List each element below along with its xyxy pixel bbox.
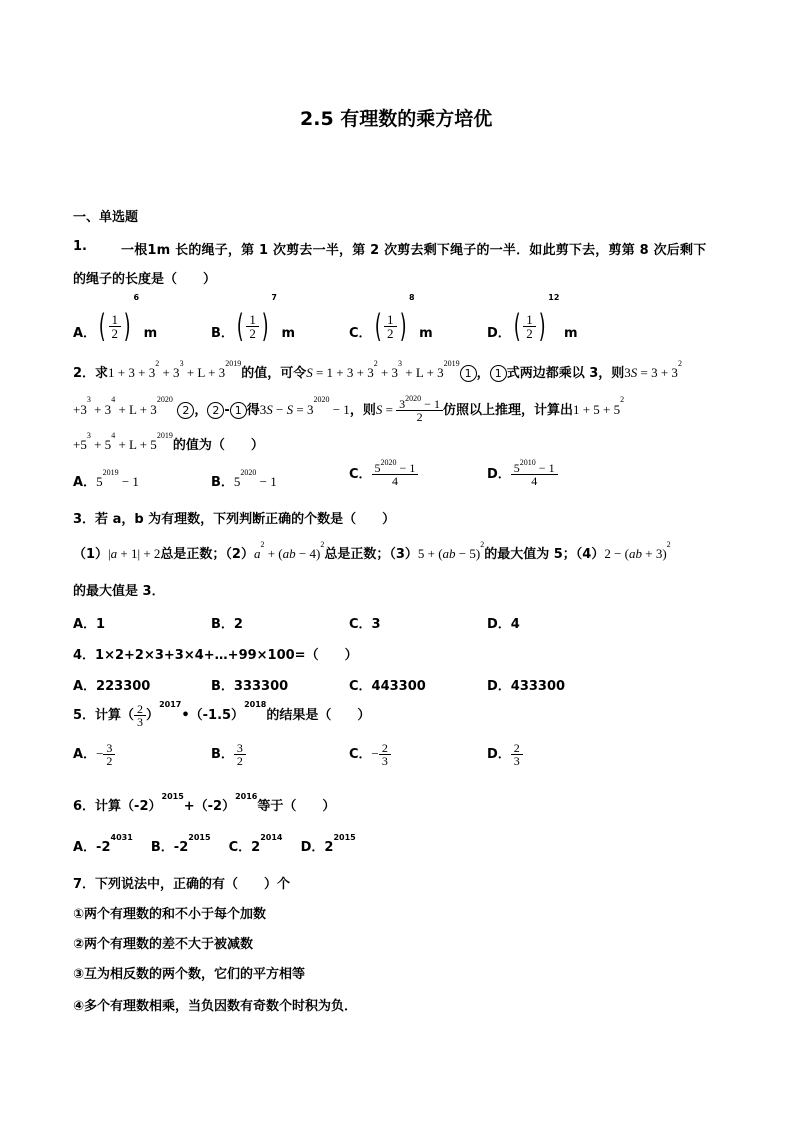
q2-text: 仿照以上推理，计算出 bbox=[442, 403, 573, 418]
q3-stem: 3．若 a，b 为有理数，下列判断正确的个数是（ ） bbox=[73, 512, 396, 527]
q2-line3: $+5^3 + 5^4 + L + 5^{2019}$的值为（ ） bbox=[73, 431, 264, 453]
circled-one-icon: 1 bbox=[230, 402, 247, 419]
q6-option-a[interactable]: A．$-2^{4031}$ bbox=[73, 833, 133, 855]
q7-item: ④多个有理数相乘，当负因数有奇数个时积为负． bbox=[73, 999, 358, 1014]
q5-option-c[interactable]: C．− $\frac{2}{3}$ bbox=[349, 742, 391, 767]
circled-four-icon: ④ bbox=[73, 999, 85, 1014]
q6-text: +（-2） bbox=[183, 799, 236, 814]
exponent: 12 bbox=[548, 293, 560, 302]
q5-text: •（-1.5） bbox=[181, 708, 245, 723]
option-label: B． bbox=[211, 326, 234, 341]
option-label: C． bbox=[349, 467, 372, 482]
q2-text: ，则 bbox=[349, 403, 376, 418]
exponent: 2016 bbox=[235, 792, 258, 801]
q5-stem: 5．计算（ $\frac{2}{3}$ ）$^{2017}•(-1.5)^{2018}$的结果是（ ） bbox=[73, 700, 371, 729]
q4-option-c[interactable]: C．443300 bbox=[349, 679, 426, 694]
unit: m bbox=[143, 326, 158, 341]
exponent: 7 bbox=[271, 293, 277, 302]
exponent: 8 bbox=[409, 293, 415, 302]
exponent: 2017 bbox=[159, 700, 182, 709]
q4-option-a[interactable]: A．223300 bbox=[73, 679, 151, 694]
q1-option-b[interactable]: B． ( $\frac{1}{2}$ ) $^7$ m bbox=[211, 293, 296, 345]
option-label: A． bbox=[73, 475, 97, 490]
q5-option-b[interactable]: B． $\frac{3}{2}$ bbox=[211, 742, 246, 767]
q1-line2: 的绳子的长度是（ ） bbox=[73, 272, 217, 287]
q5-text: 的结果是（ ） bbox=[266, 708, 371, 723]
option-label: C． bbox=[349, 747, 372, 762]
q2-text: 的值，可令 bbox=[241, 366, 307, 381]
q3-text: 总是正数；（3） bbox=[324, 547, 418, 562]
circled-one-icon: 1 bbox=[490, 365, 507, 382]
exponent: 6 bbox=[133, 293, 140, 302]
q6-stem bbox=[73, 792, 336, 814]
q1-number: 1. bbox=[73, 239, 87, 254]
unit: m bbox=[281, 326, 296, 341]
q7-item: ③互为相反数的两个数，它们的平方相等 bbox=[73, 967, 306, 982]
circled-two-icon: 2 bbox=[177, 402, 194, 419]
q3-text: 总是正数；（2） bbox=[160, 547, 254, 562]
q7-item: ①两个有理数的和不小于每个加数 bbox=[73, 907, 267, 922]
q2-line2: $+3^3 + 3^4 + L + 3^{2020}$ 2 ， 2 - 1 得$3S - S = 3^{2020} - 1$，则S = $\frac{3^{2020} - 1}{2}$ 仿照以上推理，计算出$1 + 5 + 5^2$ bbox=[73, 394, 625, 424]
q3-text: （1） bbox=[73, 547, 109, 562]
circled-one-icon: 1 bbox=[460, 365, 477, 382]
q1-option-a[interactable]: A． ( $\frac{1}{2}$ ) $^6$ m bbox=[73, 293, 158, 345]
q2-text: 式两边都乘以 3，则 bbox=[506, 366, 625, 381]
q3-option-c[interactable]: C．3 bbox=[349, 617, 381, 632]
q6-option-b[interactable]: B．$-2^{2015}$ bbox=[150, 833, 211, 855]
exponent: 2015 bbox=[161, 792, 184, 801]
circled-one-icon: ① bbox=[73, 907, 85, 922]
q1-option-c[interactable]: C． ( $\frac{1}{2}$ ) $^8$ m bbox=[349, 293, 433, 345]
q3-option-a[interactable]: A．1 bbox=[73, 617, 106, 632]
q1-option-d[interactable]: D． ( $\frac{1}{2}$ ) $^{12}$ m bbox=[487, 293, 578, 345]
circled-two-icon: ② bbox=[73, 937, 85, 952]
option-label: D． bbox=[487, 747, 511, 762]
q6-option-d[interactable]: D．$2^{2015}$ bbox=[300, 833, 356, 855]
option-label: A． bbox=[73, 747, 97, 762]
option-label: B． bbox=[211, 747, 234, 762]
option-label: A． bbox=[73, 326, 97, 341]
option-label: B． bbox=[211, 475, 234, 490]
q2-option-c[interactable]: C． $\frac{5^{2020} - 1}{4}$ bbox=[349, 462, 418, 487]
option-label: D． bbox=[487, 326, 511, 341]
q5-option-a[interactable]: A．− $\frac{3}{2}$ bbox=[73, 742, 115, 767]
q2-text: 得 bbox=[246, 403, 260, 418]
q3-text: 的最大值为 5；（4） bbox=[484, 547, 605, 562]
option-label: C． bbox=[349, 326, 372, 341]
q5-text: 5．计算（ bbox=[73, 708, 135, 723]
q1-line1: 一根1m 长的绳子，第 1 次剪去一半，第 2 次剪去剩下绳子的一半．如此剪下去，剪第 8 次后剩下 bbox=[121, 243, 707, 258]
q7-stem: 7．下列说法中，正确的有（ ）个 bbox=[73, 877, 291, 892]
q4-option-d[interactable]: D．433300 bbox=[487, 679, 566, 694]
q5-text: ） bbox=[146, 708, 160, 723]
q3-option-d[interactable]: D．4 bbox=[487, 617, 520, 632]
circled-two-icon: 2 bbox=[207, 402, 224, 419]
q5-option-d[interactable]: D． $\frac{2}{3}$ bbox=[487, 742, 523, 767]
q6-option-c[interactable]: C．$2^{2014}$ bbox=[228, 833, 283, 855]
q4-option-b[interactable]: B．333300 bbox=[211, 679, 289, 694]
q2-number: 2．求 bbox=[73, 366, 109, 381]
q2-option-d[interactable]: D． $\frac{5^{2010} - 1}{4}$ bbox=[487, 462, 558, 487]
q4-stem: 4．1×2+2×3+3×4+…+99×100=（ ） bbox=[73, 648, 358, 663]
q2-option-b[interactable]: B．$5^{2020} - 1$ bbox=[211, 468, 277, 490]
unit: m bbox=[419, 326, 433, 341]
q2-option-a[interactable]: A．$5^{2019} - 1$ bbox=[73, 468, 139, 490]
q2-text: 的值为（ ） bbox=[172, 438, 264, 453]
unit: m bbox=[563, 326, 578, 341]
q3-line2: （1）|a + 1| + 2总是正数；$(2)a^2 + (ab - 4)^2$总是正数；（3）5 + (ab − 5)$^2$的最大值为 5；（4）2 − (ab + 3)$^2$ bbox=[73, 540, 671, 562]
q6-text: 6．计算（-2） bbox=[73, 799, 162, 814]
option-label: D． bbox=[487, 467, 511, 482]
exponent: 2018 bbox=[244, 700, 267, 709]
q7-item: ②两个有理数的差不大于被减数 bbox=[73, 937, 254, 952]
q6-text: 等于（ ） bbox=[257, 799, 336, 814]
page-title: 2.5 有理数的乘方培优 bbox=[300, 108, 493, 130]
q2-line1: 2．求$1 + 3 + 3^2 + 3^3 + L + 3^{2019}$的值，可令$S = 1 + 3 + 3^2 + 3^3 + L + 3^{2019}1$ ， 1 式两边都乘以 3，则$3S = 3 + 3^2$ bbox=[73, 359, 682, 381]
q3-option-b[interactable]: B．2 bbox=[211, 617, 243, 632]
q6-options bbox=[73, 833, 356, 855]
circled-three-icon: ③ bbox=[73, 967, 85, 982]
section-heading: 一、单选题 bbox=[73, 210, 139, 225]
q3-line3: 的最大值是 3． bbox=[73, 584, 165, 599]
